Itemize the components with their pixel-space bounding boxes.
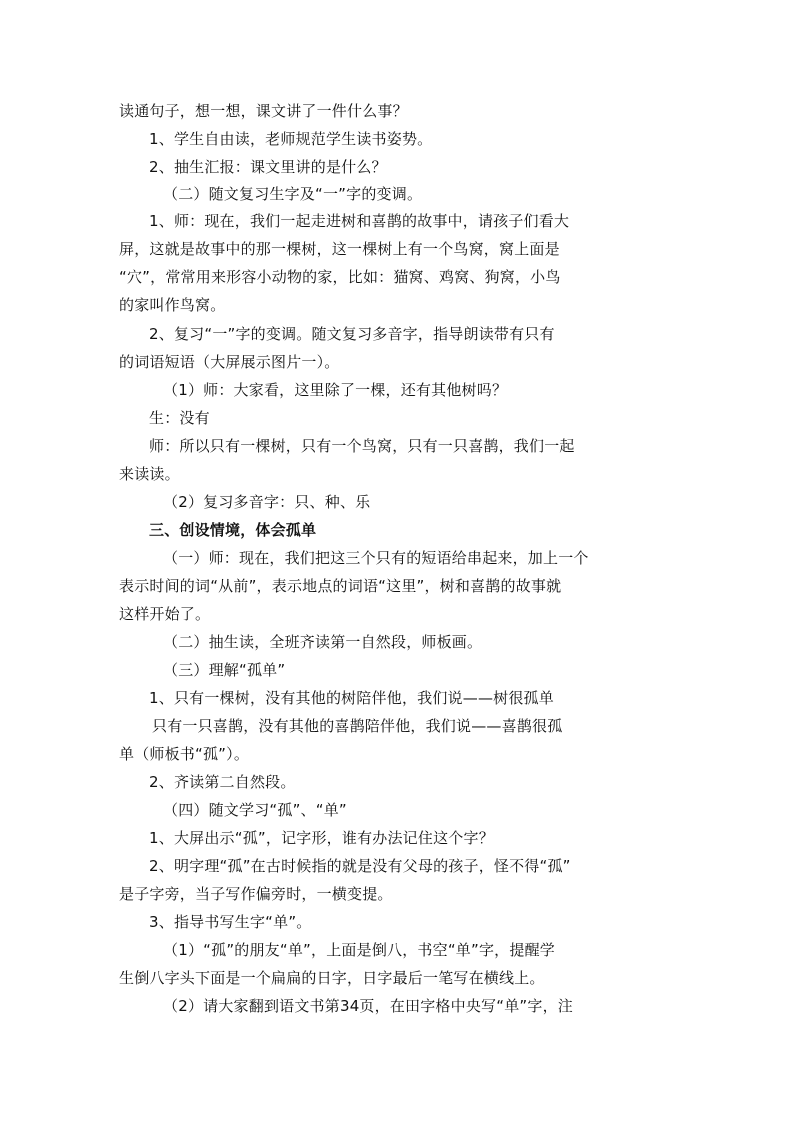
text-line: 师：所以只有一棵树，只有一个鸟窝，只有一只喜鹊，我们一起 [149,437,575,455]
text-line: 这样开始了。 [119,605,211,623]
text-line: 2、齐读第二自然段。 [149,773,296,791]
section-heading: （三）理解“孤单” [163,661,286,679]
text-line: （1）“孤”的朋友“单”，上面是倒八，书空“单”字，提醒学 [163,941,555,959]
text-line: 生倒八字头下面是一个扁扁的日字，日字最后一笔写在横线上。 [119,969,545,987]
text-line: 读通句子，想一想，课文讲了一件什么事？ [119,102,408,120]
text-line: （2）请大家翻到语文书第34页，在田字格中央写“单”字，注 [163,997,573,1015]
section-heading: （四）随文学习“孤”、“单” [163,801,347,819]
text-line: 来读读。 [119,465,180,483]
text-line: 是子字旁，当子写作偏旁时，一横变提。 [119,885,393,903]
text-line: 2、复习“一”字的变调。随文复习多音字，指导朗读带有只有 [149,325,555,343]
text-line: “穴”，常常用来形容小动物的家，比如：猫窝、鸡窝、狗窝，小鸟 [119,268,561,286]
text-line: 的家叫作鸟窝。 [119,296,226,314]
text-line: 单（师板书“孤”）。 [119,745,250,763]
text-line: （二）抽生读，全班齐读第一自然段，师板画。 [163,633,483,651]
text-line: 1、师：现在，我们一起走进树和喜鹊的故事中，请孩子们看大 [149,212,570,230]
text-line: （一）师：现在，我们把这三个只有的短语给串起来，加上一个 [163,549,589,567]
text-line: （2）复习多音字：只、种、乐 [163,493,371,511]
section-heading: （二）随文复习生字及“一”字的变调。 [163,185,423,203]
text-line: 表示时间的词“从前”，表示地点的词语“这里”，树和喜鹊的故事就 [119,577,562,595]
text-line: （1）师：大家看，这里除了一棵，还有其他树吗？ [163,381,508,399]
text-line: 屏，这就是故事中的那一棵树，这一棵树上有一个鸟窝，窝上面是 [119,240,560,258]
text-line: 1、只有一棵树，没有其他的树陪伴他，我们说——树很孤单 [149,689,554,707]
text-line: 只有一只喜鹊，没有其他的喜鹊陪伴他，我们说——喜鹊很孤 [152,717,563,735]
text-line: 2、明字理“孤”在古时候指的就是没有父母的孩子，怪不得“孤” [149,857,571,875]
text-line: 2、抽生汇报：课文里讲的是什么？ [149,158,387,176]
section-heading: 三、创设情境，体会孤单 [149,521,317,539]
text-line: 1、大屏出示“孤”，记字形，谁有办法记住这个字？ [149,829,494,847]
text-line: 1、学生自由读，老师规范学生读书姿势。 [149,130,433,148]
text-line: 3、指导书写生字“单”。 [149,913,312,931]
text-line: 的词语短语（大屏展示图片一）。 [119,353,340,371]
text-line: 生：没有 [149,409,210,427]
